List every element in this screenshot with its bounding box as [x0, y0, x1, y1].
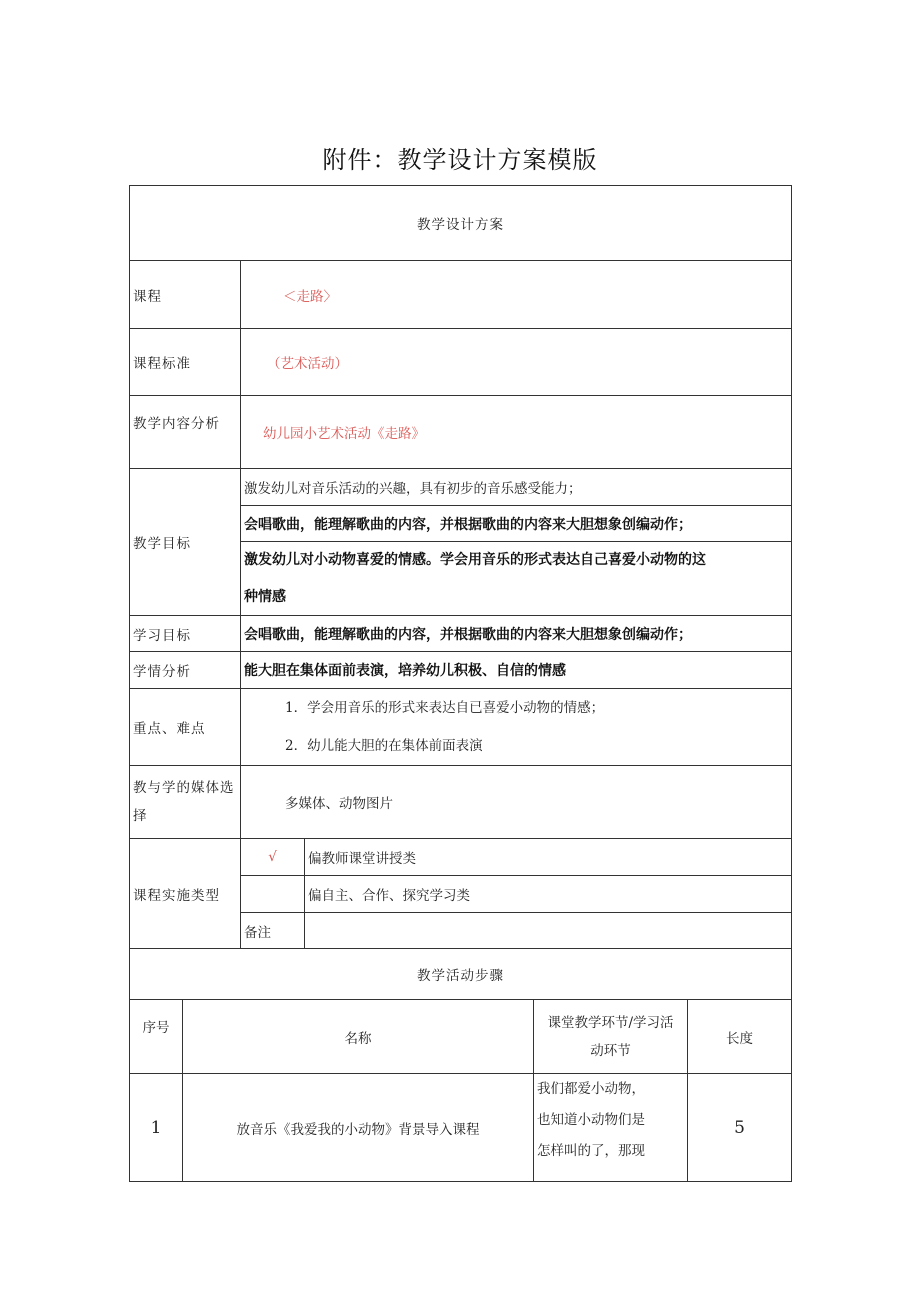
teaching-goal-label: 教学目标 [130, 469, 241, 616]
check-mark: √ [241, 839, 305, 876]
teaching-goal-2: 会唱歌曲，能理解歌曲的内容，并根据歌曲的内容来大胆想象创编动作； [241, 506, 792, 542]
row1-name: 放音乐《我爱我的小动物》背景导入课程 [183, 1074, 534, 1182]
col-stage-line1: 课堂教学环节/学习活 [547, 1014, 674, 1031]
key-points [241, 689, 792, 766]
row1-stage-line3: 怎样叫的了，那现 [537, 1143, 645, 1159]
row1-stage-line1: 我们都爱小动物， [537, 1081, 645, 1097]
col-length-header: 长度 [688, 1000, 792, 1074]
teaching-goal-3 [241, 542, 792, 616]
lesson-plan-table [129, 185, 792, 1182]
row1-stage-line2: 也知道小动物们是 [537, 1112, 645, 1128]
table-header: 教学设计方案 [130, 186, 792, 261]
media-label-line1: 教与学的媒体选 [133, 780, 235, 796]
media-value: 多媒体、动物图片 [241, 766, 792, 839]
key-points-label: 重点、难点 [130, 689, 241, 766]
remark-value [305, 913, 792, 949]
teaching-goal-3-line1: 激发幼儿对小动物喜爱的情感。学会用音乐的形式表达自己喜爱小动物的这 [244, 551, 706, 568]
type-label: 课程实施类型 [130, 839, 241, 949]
col-stage-line2: 动环节 [590, 1042, 631, 1059]
learning-goal-value: 会唱歌曲，能理解歌曲的内容，并根据歌曲的内容来大胆想象创编动作； [241, 616, 792, 652]
row1-length: 5 [688, 1074, 792, 1182]
type-empty-check [241, 876, 305, 913]
course-label: 课程 [130, 261, 241, 329]
teaching-goal-1: 激发幼儿对音乐活动的兴趣，具有初步的音乐感受能力； [241, 469, 792, 506]
col-index-header: 序号 [130, 1000, 183, 1074]
row1-stage [534, 1074, 688, 1182]
remark-label: 备注 [241, 913, 305, 949]
steps-header: 教学活动步骤 [130, 949, 792, 1000]
standard-value: （艺术活动） [241, 329, 792, 396]
media-label [130, 766, 241, 839]
type-option-teacher: 偏教师课堂讲授类 [305, 839, 792, 876]
learner-label: 学情分析 [130, 652, 241, 689]
teaching-goal-3-line2: 种情感 [244, 588, 286, 605]
learner-value: 能大胆在集体面前表演，培养幼儿积极、自信的情感 [241, 652, 792, 689]
col-name-header: 名称 [183, 1000, 534, 1074]
learning-goal-label: 学习目标 [130, 616, 241, 652]
course-value: ＜走路〉 [241, 261, 792, 329]
content-value: 幼儿园小艺术活动《走路》 [241, 396, 792, 469]
key-point-2: 2．幼儿能大胆的在集体前面表演 [285, 738, 483, 754]
row1-index: 1 [130, 1074, 183, 1182]
media-label-line2: 择 [133, 808, 148, 824]
col-stage-header [534, 1000, 688, 1074]
standard-label: 课程标准 [130, 329, 241, 396]
page-title: 附件：教学设计方案模版 [322, 146, 598, 174]
type-option-inquiry: 偏自主、合作、探究学习类 [305, 876, 792, 913]
key-point-1: 1．学会用音乐的形式来表达自已喜爱小动物的情感； [285, 700, 605, 716]
content-label: 教学内容分析 [130, 396, 241, 469]
